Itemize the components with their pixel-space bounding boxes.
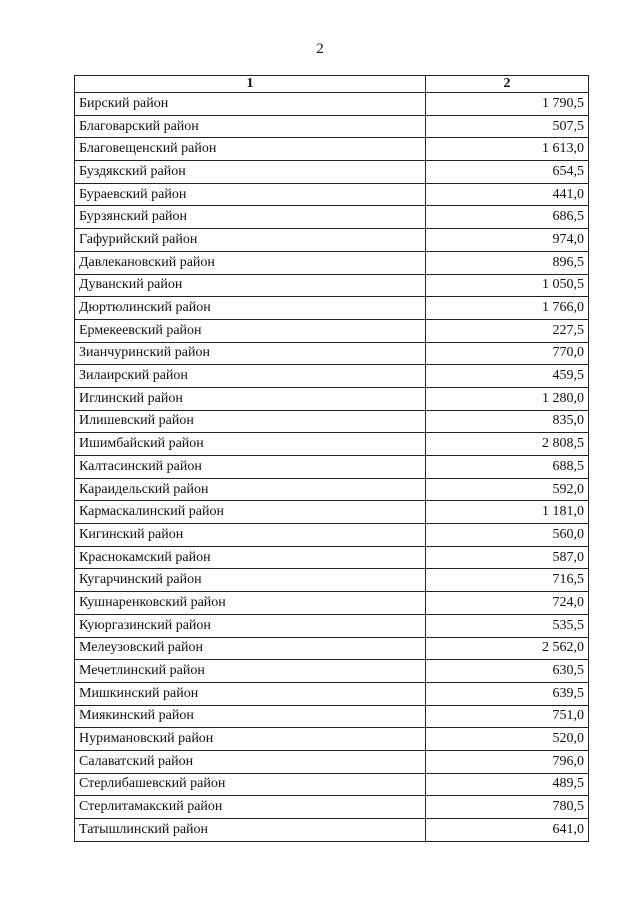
district-name-cell: Татышлинский район <box>75 819 426 842</box>
district-value-cell: 507,5 <box>426 115 589 138</box>
table-row <box>75 342 589 365</box>
district-name-cell: Бураевский район <box>75 183 426 206</box>
district-name-cell: Дуванский район <box>75 274 426 297</box>
district-name-cell: Иглинский район <box>75 387 426 410</box>
district-value-cell: 974,0 <box>426 229 589 252</box>
district-value-cell: 587,0 <box>426 546 589 569</box>
table-row <box>75 682 589 705</box>
table-header-row <box>75 76 589 93</box>
district-table <box>74 75 589 842</box>
district-name-cell: Кармаскалинский район <box>75 501 426 524</box>
table-row <box>75 501 589 524</box>
district-value-cell: 535,5 <box>426 614 589 637</box>
district-value-cell: 770,0 <box>426 342 589 365</box>
table-row <box>75 456 589 479</box>
table-row <box>75 819 589 842</box>
district-name-cell: Стерлитамакский район <box>75 796 426 819</box>
district-value-cell: 796,0 <box>426 750 589 773</box>
table-row <box>75 614 589 637</box>
table-row <box>75 660 589 683</box>
table-row <box>75 478 589 501</box>
district-value-cell: 780,5 <box>426 796 589 819</box>
district-name-cell: Кушнаренковский район <box>75 592 426 615</box>
district-name-cell: Бирский район <box>75 93 426 116</box>
district-value-cell: 639,5 <box>426 682 589 705</box>
district-name-cell: Илишевский район <box>75 410 426 433</box>
table-row <box>75 773 589 796</box>
district-name-cell: Мишкинский район <box>75 682 426 705</box>
district-value-cell: 724,0 <box>426 592 589 615</box>
table-row <box>75 796 589 819</box>
district-value-cell: 1 050,5 <box>426 274 589 297</box>
district-name-cell: Миякинский район <box>75 705 426 728</box>
district-value-cell: 688,5 <box>426 456 589 479</box>
table-row <box>75 365 589 388</box>
table-row <box>75 297 589 320</box>
district-value-cell: 751,0 <box>426 705 589 728</box>
district-value-cell: 835,0 <box>426 410 589 433</box>
district-value-cell: 896,5 <box>426 251 589 274</box>
district-name-cell: Буздякский район <box>75 161 426 184</box>
table-row <box>75 637 589 660</box>
table-row <box>75 569 589 592</box>
table-row <box>75 229 589 252</box>
district-name-cell: Дюртюлинский район <box>75 297 426 320</box>
table-row <box>75 274 589 297</box>
district-name-cell: Салаватский район <box>75 750 426 773</box>
district-value-cell: 1 613,0 <box>426 138 589 161</box>
table-row <box>75 183 589 206</box>
district-name-cell: Благовещенский район <box>75 138 426 161</box>
district-value-cell: 1 790,5 <box>426 93 589 116</box>
column-header-1: 1 <box>75 76 426 93</box>
table-row <box>75 319 589 342</box>
district-value-cell: 227,5 <box>426 319 589 342</box>
district-name-cell: Краснокамский район <box>75 546 426 569</box>
district-value-cell: 1 181,0 <box>426 501 589 524</box>
table-row <box>75 410 589 433</box>
district-value-cell: 641,0 <box>426 819 589 842</box>
district-value-cell: 489,5 <box>426 773 589 796</box>
district-name-cell: Бурзянский район <box>75 206 426 229</box>
district-name-cell: Благоварский район <box>75 115 426 138</box>
table-row <box>75 161 589 184</box>
table-row <box>75 433 589 456</box>
district-value-cell: 716,5 <box>426 569 589 592</box>
district-value-cell: 1 280,0 <box>426 387 589 410</box>
district-name-cell: Стерлибашевский район <box>75 773 426 796</box>
district-name-cell: Зианчуринский район <box>75 342 426 365</box>
district-value-cell: 686,5 <box>426 206 589 229</box>
table-row <box>75 546 589 569</box>
district-name-cell: Ишимбайский район <box>75 433 426 456</box>
table-row <box>75 387 589 410</box>
table-row <box>75 728 589 751</box>
table-row <box>75 93 589 116</box>
district-value-cell: 1 766,0 <box>426 297 589 320</box>
district-name-cell: Давлекановский район <box>75 251 426 274</box>
table-row <box>75 750 589 773</box>
district-name-cell: Калтасинский район <box>75 456 426 479</box>
table-row <box>75 524 589 547</box>
district-value-cell: 592,0 <box>426 478 589 501</box>
district-name-cell: Куюргазинский район <box>75 614 426 637</box>
district-value-cell: 654,5 <box>426 161 589 184</box>
district-name-cell: Нуримановский район <box>75 728 426 751</box>
column-header-2: 2 <box>426 76 589 93</box>
district-name-cell: Кугарчинский район <box>75 569 426 592</box>
table-row <box>75 206 589 229</box>
table-row <box>75 705 589 728</box>
district-name-cell: Мелеузовский район <box>75 637 426 660</box>
district-value-cell: 630,5 <box>426 660 589 683</box>
table-row <box>75 251 589 274</box>
district-name-cell: Караидельский район <box>75 478 426 501</box>
district-value-cell: 441,0 <box>426 183 589 206</box>
table-body <box>75 93 589 842</box>
table-row <box>75 115 589 138</box>
district-name-cell: Гафурийский район <box>75 229 426 252</box>
district-name-cell: Зилаирский район <box>75 365 426 388</box>
district-value-cell: 2 808,5 <box>426 433 589 456</box>
district-name-cell: Кигинский район <box>75 524 426 547</box>
table-row <box>75 138 589 161</box>
page-number: 2 <box>316 41 324 57</box>
district-value-cell: 2 562,0 <box>426 637 589 660</box>
district-value-cell: 560,0 <box>426 524 589 547</box>
table-row <box>75 592 589 615</box>
district-name-cell: Ермекеевский район <box>75 319 426 342</box>
district-value-cell: 459,5 <box>426 365 589 388</box>
district-value-cell: 520,0 <box>426 728 589 751</box>
district-name-cell: Мечетлинский район <box>75 660 426 683</box>
